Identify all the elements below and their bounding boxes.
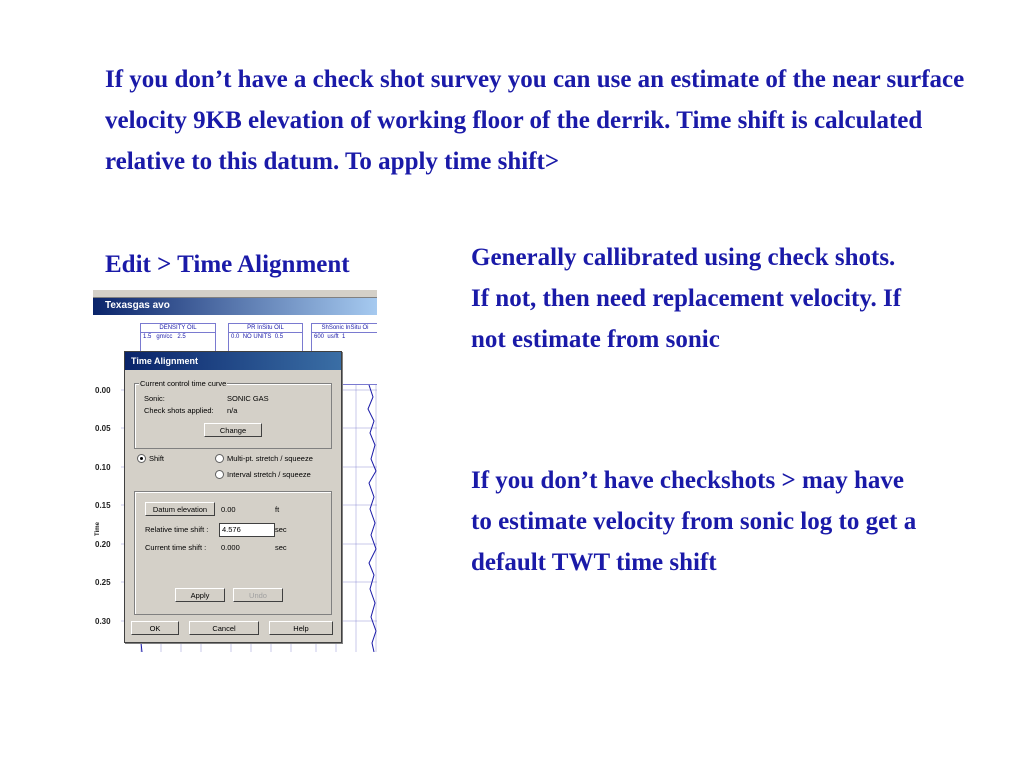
- cancel-button[interactable]: Cancel: [189, 621, 259, 635]
- time-tick: 0.10: [95, 463, 111, 472]
- shift-label: Shift: [149, 454, 165, 463]
- current-shift-value: 0.000: [221, 543, 240, 552]
- checkshots-label: Check shots applied:: [144, 406, 214, 415]
- track-name: PR InSitu OIL: [229, 324, 302, 333]
- time-alignment-dialog: [124, 351, 342, 643]
- track-scale: [229, 333, 302, 341]
- calibration-note: Generally callibrated using check shots. If not, then need replacement velocity. If not estimate from sonic: [471, 244, 902, 353]
- datum-unit: ft: [275, 505, 280, 514]
- time-tick: 0.20: [95, 540, 111, 549]
- track-max: 1: [342, 334, 346, 340]
- track-scale: [312, 333, 377, 341]
- track-name: DENSITY OIL: [141, 324, 215, 333]
- change-button[interactable]: Change: [204, 423, 262, 437]
- shift-radio[interactable]: [137, 454, 146, 463]
- time-tick: 0.05: [95, 424, 111, 433]
- track-units: NO UNITS: [242, 334, 272, 340]
- time-tick: 0.30: [95, 617, 111, 626]
- current-shift-unit: sec: [275, 543, 287, 552]
- track-min: 0.0: [231, 334, 240, 340]
- time-tick: 0.00: [95, 386, 111, 395]
- intro-paragraph: If you don’t have a check shot survey you can use an estimate of the near surface velocity 9KB elevation of working floor of the derrik. Time shift is calculated relative to this datum. To apply time shift>: [105, 66, 965, 175]
- checkshot-note: If you don’t have checkshots > may have to estimate velocity from sonic log to get a default TWT time shift: [471, 467, 917, 576]
- app-title: Texasgas avo: [105, 300, 170, 311]
- track-min: 1.5: [143, 334, 152, 340]
- relative-shift-label: Relative time shift :: [145, 525, 209, 534]
- current-curve-group: [134, 379, 332, 449]
- track-units: gm/cc: [156, 334, 173, 340]
- dialog-title: Time Alignment: [131, 356, 199, 366]
- current-shift-label: Current time shift :: [145, 543, 207, 552]
- time-tick: 0.15: [95, 501, 111, 510]
- track-scale: [141, 333, 215, 341]
- dialog-titlebar[interactable]: [125, 352, 341, 370]
- checkshots-value: n/a: [227, 406, 238, 415]
- datum-elevation-button[interactable]: Datum elevation: [145, 502, 215, 516]
- sonic-curve: [368, 385, 376, 652]
- track-name: ShSonic InSitu Oi: [312, 324, 377, 333]
- track-max: 2.5: [177, 334, 186, 340]
- interval-radio[interactable]: [215, 470, 224, 479]
- group-legend: Current control time curve: [140, 379, 227, 388]
- relative-shift-unit: sec: [275, 525, 287, 534]
- app-titlebar: [93, 298, 377, 315]
- sonic-label: Sonic:: [144, 394, 165, 403]
- interval-label: Interval stretch / squeeze: [227, 470, 311, 479]
- ok-button[interactable]: OK: [131, 621, 179, 635]
- time-axis-label: Time: [94, 522, 101, 536]
- multipt-radio[interactable]: [215, 454, 224, 463]
- relative-shift-input[interactable]: 4.576: [219, 523, 275, 537]
- help-button[interactable]: Help: [269, 621, 333, 635]
- apply-button[interactable]: Apply: [175, 588, 225, 602]
- track-units: us/ft: [327, 334, 339, 340]
- multipt-label: Multi-pt. stretch / squeeze: [227, 454, 313, 463]
- toolbar: [93, 290, 377, 298]
- track-max: 0.5: [274, 334, 284, 340]
- time-tick: 0.25: [95, 578, 111, 587]
- datum-value: 0.00: [221, 505, 236, 514]
- sonic-value: SONIC GAS: [227, 394, 269, 403]
- undo-button[interactable]: Undo: [233, 588, 283, 602]
- menu-path-caption: Edit > Time Alignment: [105, 251, 350, 278]
- time-axis: [93, 380, 121, 652]
- shift-parameters-group: [134, 491, 332, 615]
- track-min: 600: [314, 334, 325, 340]
